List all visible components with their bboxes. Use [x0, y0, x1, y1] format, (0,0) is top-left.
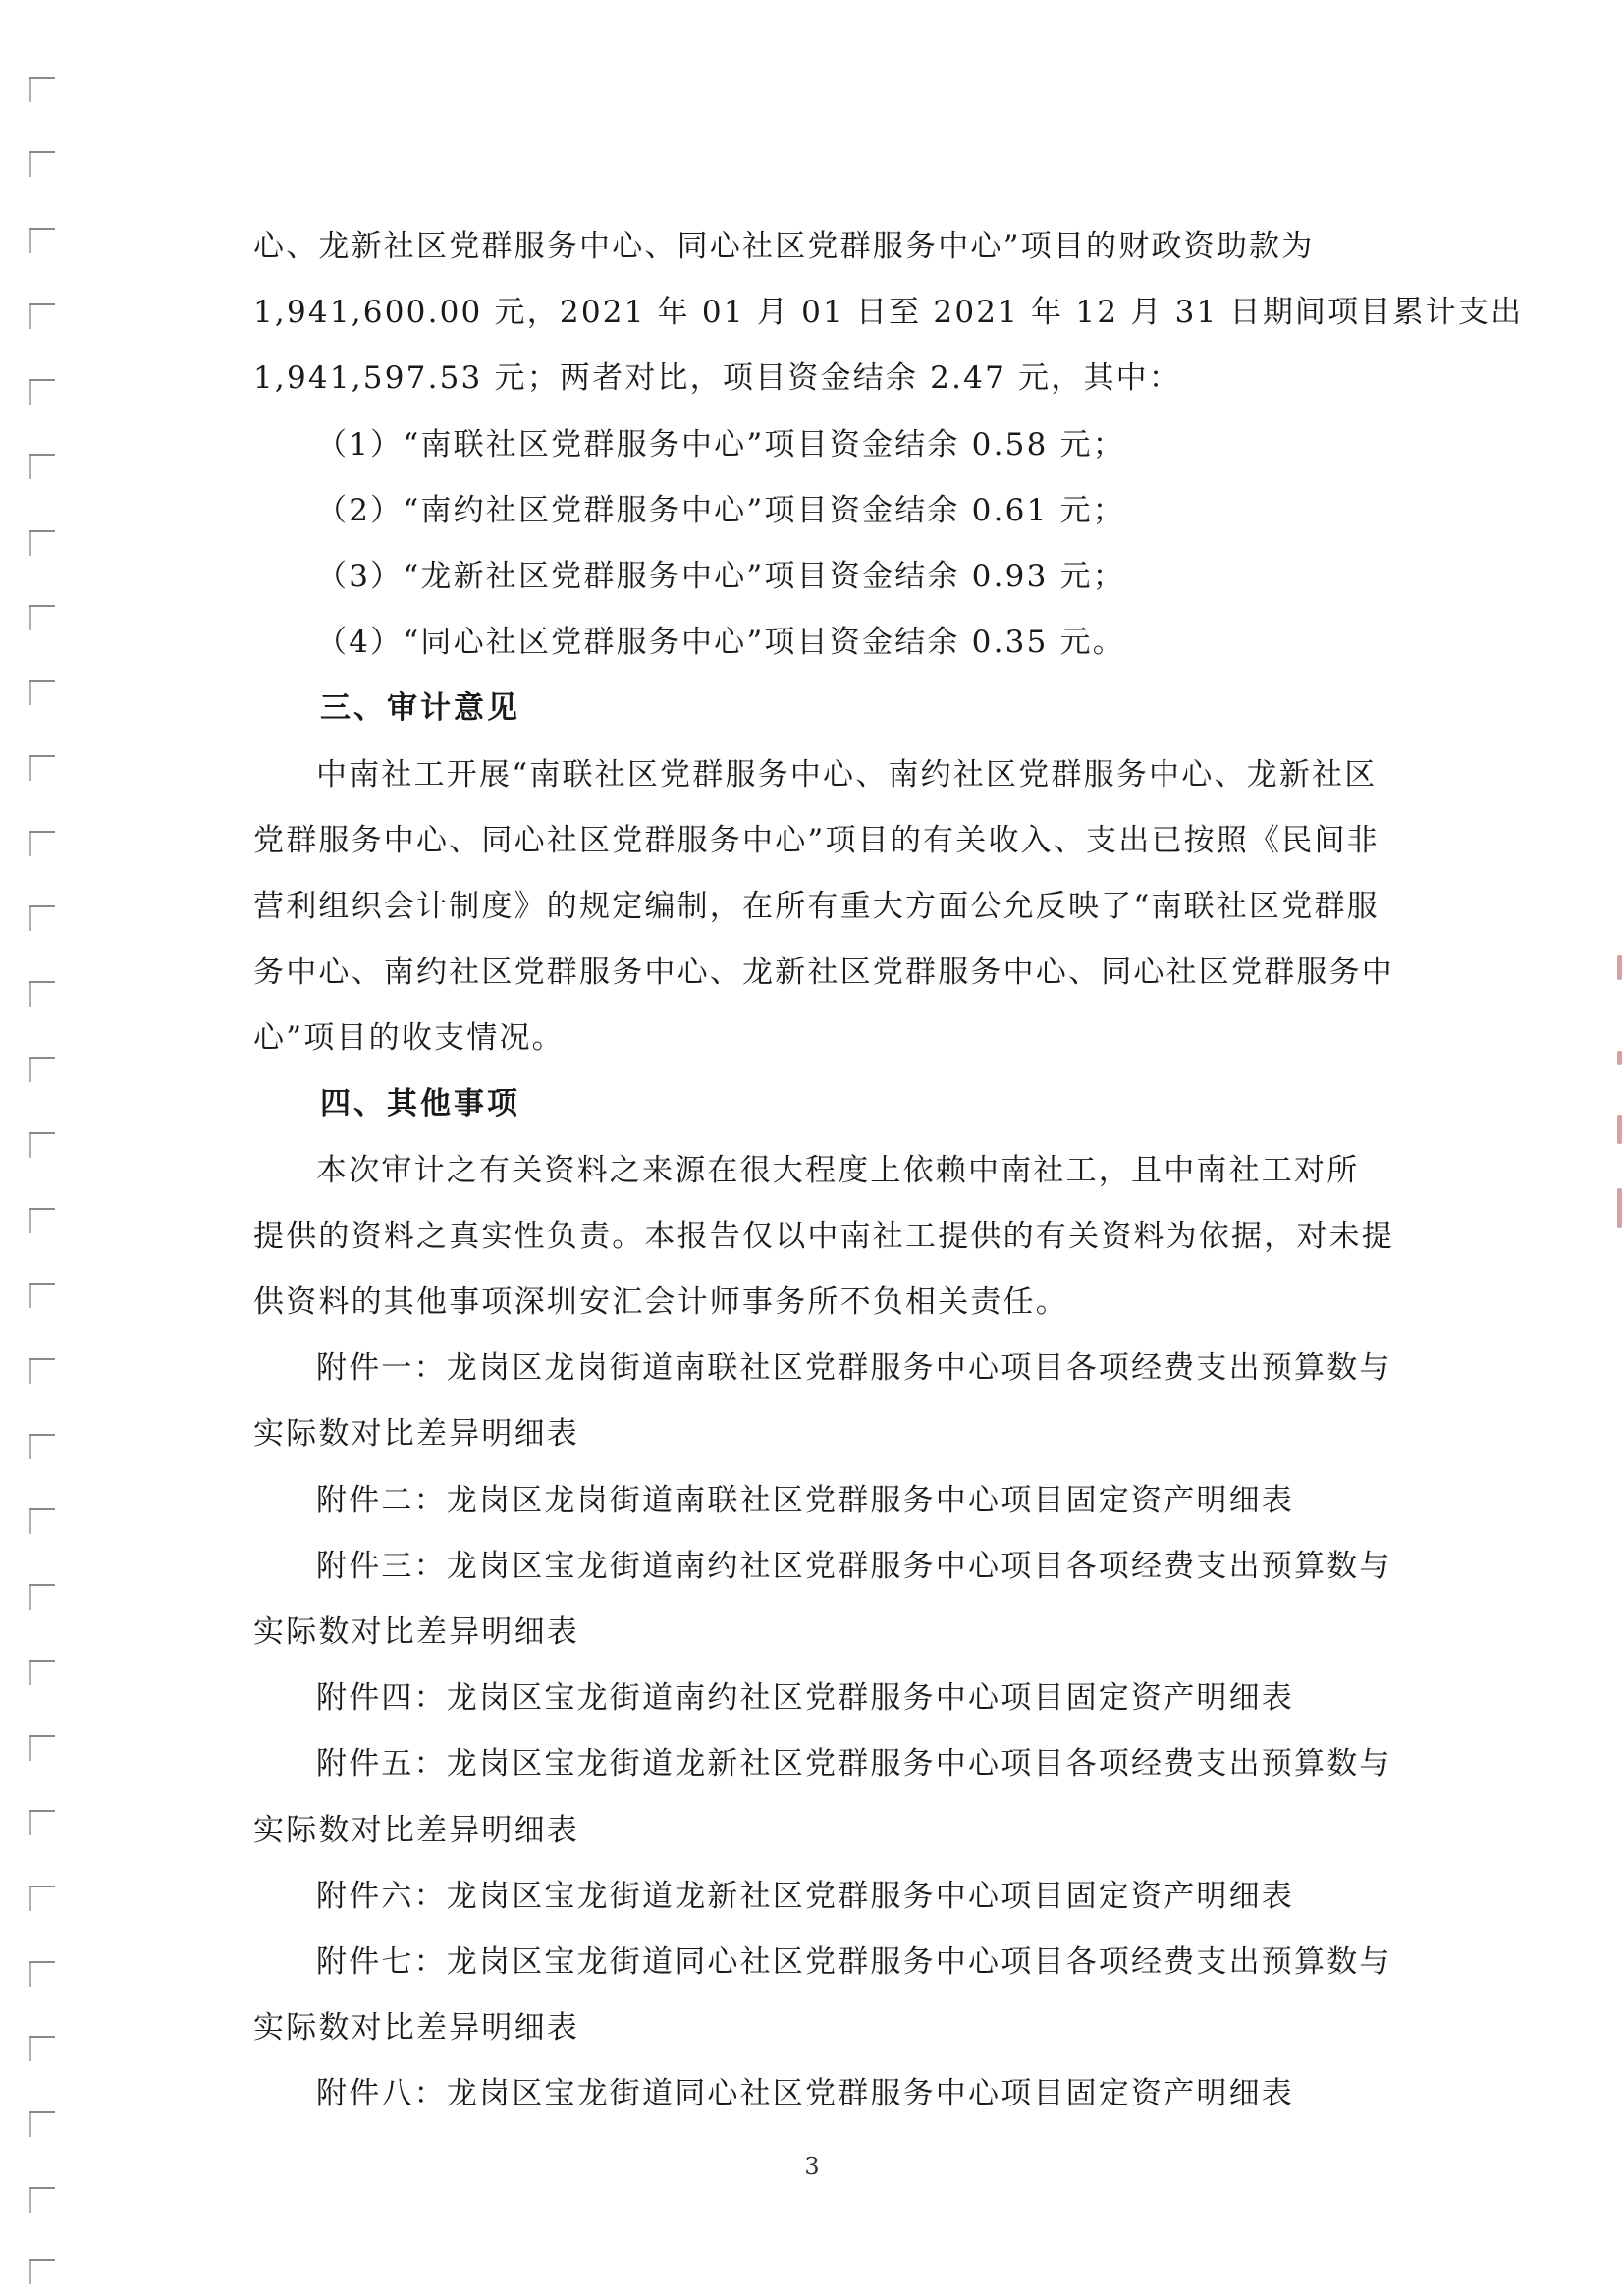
attachment-item-continued: 实际数对比差异明细表 [253, 1416, 579, 1452]
binding-hole-mark [29, 2111, 55, 2113]
paragraph-line: 本次审计之有关资料之来源在很大程度上依赖中南社工，且中南社工对所 [316, 1152, 1360, 1188]
binding-hole-mark [29, 1057, 55, 1059]
binding-hole-mark [29, 2259, 55, 2261]
binding-hole-mark [29, 1132, 55, 1134]
binding-hole-mark [29, 831, 55, 833]
paragraph-line: 心、龙新社区党群服务中心、同心社区党群服务中心”项目的财政资助款为 [253, 229, 1315, 264]
list-item: （1）“南联社区党群服务中心”项目资金结余 0.58 元； [316, 426, 1125, 463]
paragraph-line: 提供的资料之真实性负责。本报告仅以中南社工提供的有关资料为依据，对未提 [253, 1218, 1394, 1254]
attachment-item: 附件五：龙岗区宝龙街道龙新社区党群服务中心项目各项经费支出预算数与 [316, 1746, 1392, 1782]
binding-holes [29, 0, 59, 2296]
binding-hole-mark [29, 1886, 55, 1887]
binding-hole-mark [29, 1961, 55, 1963]
seal-edge-mark [1617, 1115, 1622, 1144]
binding-hole-mark [29, 1208, 55, 1210]
attachment-item: 附件一：龙岗区龙岗街道南联社区党群服务中心项目各项经费支出预算数与 [316, 1350, 1392, 1387]
binding-hole-mark [29, 303, 55, 305]
attachment-item: 附件八：龙岗区宝龙街道同心社区党群服务中心项目固定资产明细表 [316, 2076, 1294, 2112]
seal-edge-mark [1617, 1188, 1622, 1228]
binding-hole-mark [29, 1584, 55, 1586]
binding-hole-mark [29, 680, 55, 682]
binding-hole-mark [29, 1735, 55, 1737]
attachment-item-continued: 实际数对比差异明细表 [253, 1812, 579, 1848]
binding-hole-mark [29, 1508, 55, 1510]
binding-hole-mark [29, 151, 55, 153]
attachment-item: 附件二：龙岗区龙岗街道南联社区党群服务中心项目固定资产明细表 [316, 1482, 1294, 1518]
attachment-item: 附件三：龙岗区宝龙街道南约社区党群服务中心项目各项经费支出预算数与 [316, 1548, 1392, 1584]
paragraph-line: 1,941,600.00 元，2021 年 01 月 01 日至 2021 年 12 月 31 日期间项目累计支出 [253, 295, 1524, 331]
attachment-item: 附件六：龙岗区宝龙街道龙新社区党群服务中心项目固定资产明细表 [316, 1878, 1294, 1914]
seal-edge-mark [1617, 1051, 1622, 1065]
paragraph-line: 中南社工开展“南联社区党群服务中心、南约社区党群服务中心、龙新社区 [316, 756, 1378, 793]
attachment-item-continued: 实际数对比差异明细表 [253, 1613, 579, 1650]
binding-hole-mark [29, 1660, 55, 1662]
binding-hole-mark [29, 2187, 55, 2189]
paragraph-line: 党群服务中心、同心社区党群服务中心”项目的有关收入、支出已按照《民间非 [253, 822, 1380, 858]
paragraph-line: 供资料的其他事项深圳安汇会计师事务所不负相关责任。 [253, 1285, 1068, 1320]
section-heading: 三、审计意见 [320, 690, 520, 727]
paragraph-line: 务中心、南约社区党群服务中心、龙新社区党群服务中心、同心社区党群服务中 [253, 955, 1394, 991]
binding-hole-mark [29, 77, 55, 79]
binding-hole-mark [29, 379, 55, 381]
binding-hole-mark [29, 981, 55, 983]
document-body [253, 214, 1524, 2127]
attachment-item: 附件七：龙岗区宝龙街道同心社区党群服务中心项目各项经费支出预算数与 [316, 1943, 1392, 1980]
seal-edge-marks [1610, 943, 1624, 1277]
binding-hole-mark [29, 1283, 55, 1285]
binding-hole-mark [29, 755, 55, 757]
paragraph-line: 营利组织会计制度》的规定编制，在所有重大方面公允反映了“南联社区党群服 [253, 888, 1380, 924]
attachment-item-continued: 实际数对比差异明细表 [253, 2010, 579, 2047]
seal-edge-mark [1617, 955, 1622, 980]
binding-hole-mark [29, 228, 55, 230]
binding-hole-mark [29, 1434, 55, 1436]
list-item: （2）“南约社区党群服务中心”项目资金结余 0.61 元； [316, 492, 1125, 528]
attachment-item: 附件四：龙岗区宝龙街道南约社区党群服务中心项目固定资产明细表 [316, 1680, 1294, 1717]
binding-hole-mark [29, 454, 55, 456]
binding-hole-mark [29, 2036, 55, 2038]
paragraph-line: 1,941,597.53 元；两者对比，项目资金结余 2.47 元，其中： [253, 360, 1182, 397]
page-number: 3 [804, 2153, 820, 2180]
section-heading: 四、其他事项 [320, 1086, 520, 1122]
binding-hole-mark [29, 1810, 55, 1812]
list-item: （3）“龙新社区党群服务中心”项目资金结余 0.93 元； [316, 558, 1125, 594]
binding-hole-mark [29, 530, 55, 532]
paragraph-line: 心”项目的收支情况。 [253, 1020, 565, 1057]
list-item: （4）“同心社区党群服务中心”项目资金结余 0.35 元。 [316, 625, 1125, 661]
binding-hole-mark [29, 605, 55, 607]
binding-hole-mark [29, 905, 55, 907]
binding-hole-mark [29, 1358, 55, 1360]
